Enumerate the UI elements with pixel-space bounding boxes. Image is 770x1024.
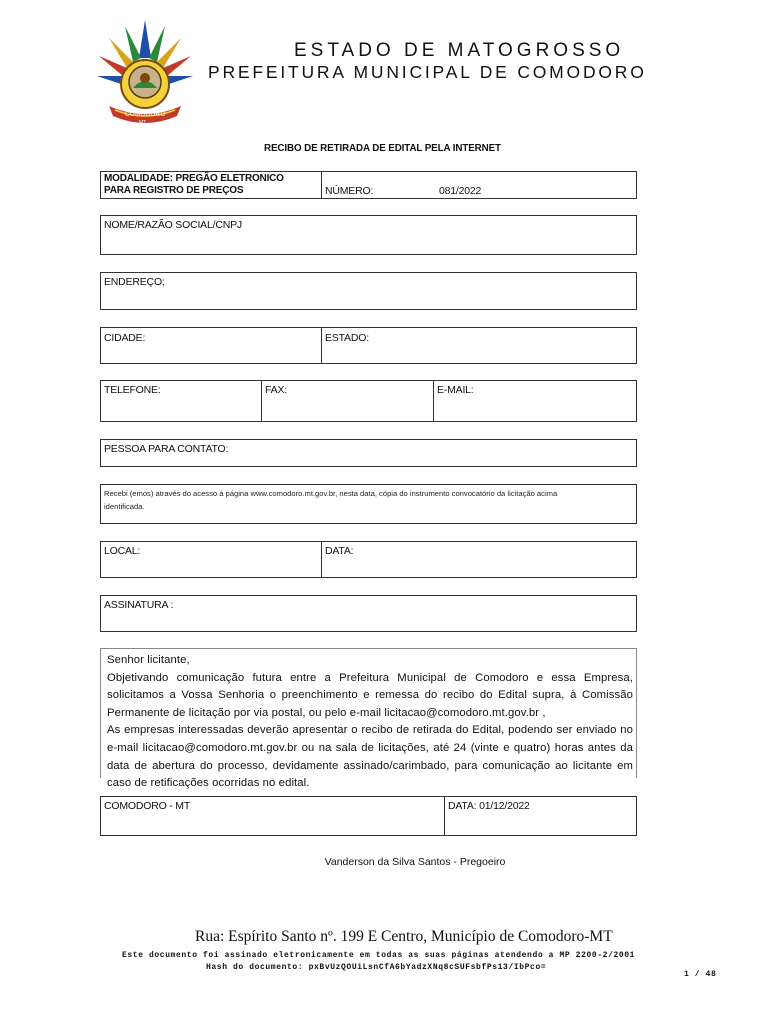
letter-body xyxy=(107,652,633,793)
page-number: 1 / 48 xyxy=(684,970,717,979)
letter-border-left xyxy=(100,648,101,778)
header-title-state: ESTADO DE MATOGROSSO xyxy=(294,40,625,61)
estado-label: ESTADO: xyxy=(325,332,369,344)
modalidade-line2: PARA REGISTRO DE PREÇOS xyxy=(104,185,244,196)
letter-border-top xyxy=(100,648,637,649)
declaracao-line2: identificada. xyxy=(104,502,145,511)
closing-local-value: COMODORO - MT xyxy=(104,800,191,812)
document-title: RECIBO DE RETIRADA DE EDITAL PELA INTERNET xyxy=(264,143,501,154)
letter-paragraph-1: Objetivando comunicação futura entre a Prefeitura Municipal de Comodoro e essa Empresa, solicitamos a Vossa Senhoria o preenchimento e remessa do recibo do Edital supra, à Comissão Permanente de licitação por via postal, ou pelo e-mail licitacao@comodoro.mt.gov.br , xyxy=(107,671,633,719)
closing-data-value: DATA: 01/12/2022 xyxy=(448,800,530,812)
endereco-label: ENDEREÇO; xyxy=(104,276,165,288)
crest-sub-text: MT xyxy=(139,120,147,126)
footer-signature-note: Este documento foi assinado eletronicamente em todas as suas páginas atendendo a MP 2200-2/2001 xyxy=(122,951,636,960)
email-label: E-MAIL: xyxy=(437,384,474,396)
letter-border-right xyxy=(636,648,637,778)
assinatura-label: ASSINATURA : xyxy=(104,599,174,611)
header-title-prefeitura: PREFEITURA MUNICIPAL DE COMODORO xyxy=(208,62,647,82)
numero-label: NÚMERO: xyxy=(325,185,374,197)
telefone-label: TELEFONE: xyxy=(104,384,161,396)
crest-banner-text: COMODORO xyxy=(125,112,166,118)
letter-paragraph-2: As empresas interessadas deverão apresentar o recibo de retirada do Edital, podendo ser enviado no e-mail licitacao@comodoro.mt.gov.br ou na sala de licitações, até 24 (vinte e quatro) horas antes da data de abertura do processo, devidamente assinado/carimbado, para comunicação ao licitante em caso de retificações ocorridas no edital. xyxy=(107,724,633,790)
modalidade-line1: MODALIDADE: PREGÃO ELETRONICO xyxy=(104,173,284,184)
cidade-label: CIDADE: xyxy=(104,332,146,344)
letter-greeting: Senhor licitante, xyxy=(107,654,190,666)
contato-label: PESSOA PARA CONTATO: xyxy=(104,443,229,455)
footer-address: Rua: Espírito Santo nº. 199 E Centro, Município de Comodoro-MT xyxy=(195,928,613,945)
data-label: DATA: xyxy=(325,545,354,557)
fax-label: FAX: xyxy=(265,384,287,396)
assinatura-field[interactable] xyxy=(100,595,637,632)
nome-label: NOME/RAZÃO SOCIAL/CNPJ xyxy=(104,219,242,231)
numero-value: 081/2022 xyxy=(439,185,482,197)
local-label: LOCAL: xyxy=(104,545,141,557)
declaracao-line1: Recebi (emos) através do acesso à página www.comodoro.mt.gov.br, nesta data, cópia do instrumento convocatório da licitação acima xyxy=(104,489,558,498)
footer-hash: Hash do documento: pxBvUzQOUiLsnCfA6bYadzXNq8cSUFsbfPs13/IbPco= xyxy=(206,963,547,972)
data-field[interactable] xyxy=(321,541,637,578)
municipal-crest xyxy=(95,18,195,130)
signer-name: Vanderson da Silva Santos - Pregoeiro xyxy=(324,856,506,868)
endereco-field[interactable] xyxy=(100,272,637,310)
